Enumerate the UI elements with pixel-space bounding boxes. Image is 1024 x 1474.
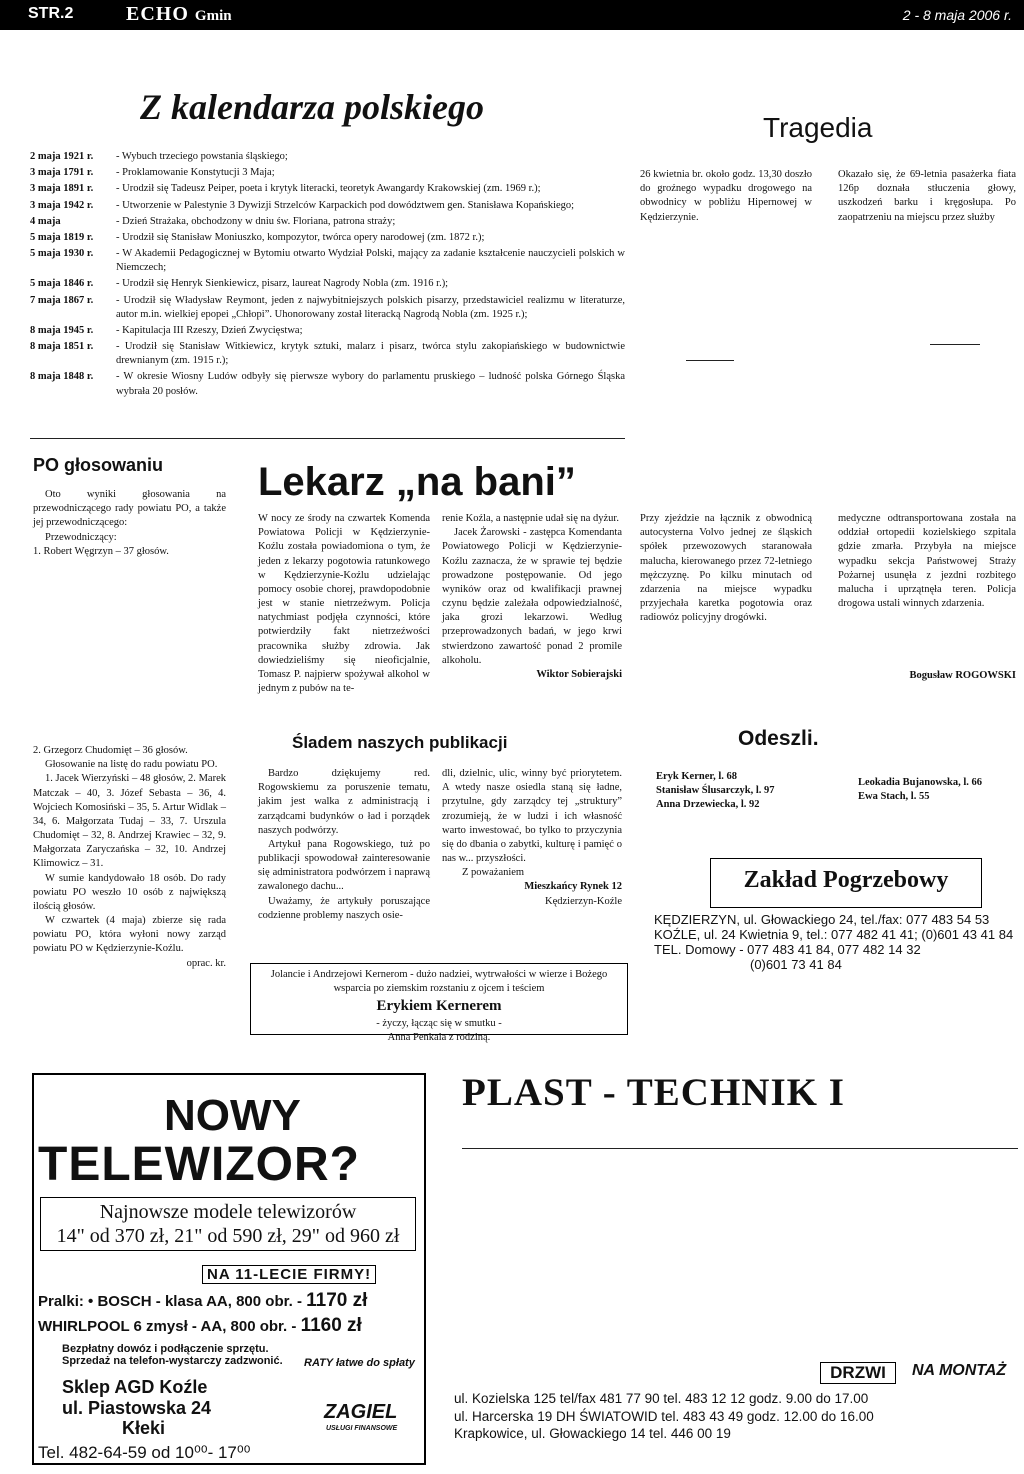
- kalendarz-text: - W Akademii Pedagogicznej w Bytomiu otwarto Wydział Polski, mający za zadanie kształcenie nauczycieli polskich w Niemczech;: [116, 248, 625, 274]
- kalendarz-row: [30, 150, 625, 164]
- divider: [30, 438, 625, 439]
- tv-ad-raty: RATY łatwe do spłaty: [304, 1357, 415, 1369]
- kalendarz-date: 4 maja: [30, 215, 61, 227]
- kalendarz-date: 2 maja 1921 r.: [30, 151, 94, 162]
- kalendarz-title: Z kalendarza polskiego: [140, 87, 485, 127]
- masthead: [126, 3, 232, 26]
- tv-ad-pralki2-text: WHIRLPOOL 6 zmysł - AA, 800 obr. -: [38, 1318, 301, 1335]
- sladem-col1: [258, 767, 430, 923]
- po-first: 1. Robert Węgrzyn – 37 głosów.: [33, 545, 169, 557]
- sladem-col2b: Z poważaniem: [462, 867, 525, 879]
- tv-ad-shop: [62, 1377, 211, 1439]
- tv-ad-pralki1-text: Pralki: • BOSCH - klasa AA, 800 obr. -: [38, 1293, 307, 1310]
- po-sign: oprac. kr.: [186, 957, 226, 969]
- divider: [930, 344, 980, 345]
- odeszli-title: Odeszli.: [738, 727, 819, 750]
- kalendarz-text: - Kapitulacja III Rzeszy, Dzień Zwycięstwa;: [116, 324, 303, 336]
- lekarz-title: Lekarz „na bani”: [258, 460, 576, 504]
- condolence-line1: Jolancie i Andrzejowi Kernerom - dużo nadziei, wytrwałości w wierze i Bożego wsparcia po ziemskim rozstaniu z ojcem i teściem: [270, 969, 608, 995]
- divider: [462, 1148, 1018, 1149]
- po-p2: W czwartek (4 maja) zbierze się rada powiatu PO, która wyłoni nowy zarząd powiatu PO w Kędzierzynie-Koźlu.: [33, 915, 226, 955]
- sladem-col2: [442, 767, 622, 909]
- plast-address: Krapkowice, ul. Głowackiego 14 tel. 446 00 19: [454, 1426, 731, 1442]
- condolence-box: [250, 963, 628, 1043]
- obituary-name: Eryk Kerner, l. 68: [656, 771, 737, 782]
- kalendarz-text: - Wybuch trzeciego powstania śląskiego;: [116, 151, 288, 162]
- odeszli-col2: [858, 776, 1018, 804]
- lekarz-col2b: Jacek Żarowski - zastępca Komendanta Powiatowego Policji w Kędzierzynie-Koźlu zaznacza, że w sprawie tej będzie prowadzone postępowanie. Od jego wyników oraz od kwalifikacji prawnej czynu będzie zależała odpowiedzialność, jaka grozi lekarzowi. Według przeprowadzonych badań, w jego krwi stwierdzono zawartość ponad 2 promile alkoholu.: [442, 527, 622, 666]
- kalendarz-date: 5 maja 1819 r.: [30, 231, 94, 243]
- kalendarz-date: 7 maja 1867 r.: [30, 294, 94, 306]
- kalendarz-text: - Urodził się Stanisław Moniuszko, kompozytor, twórca opery narodowej (zm. 1872 r.);: [116, 231, 485, 243]
- zagiel-sub: USŁUGI FINANSOWE: [326, 1425, 398, 1432]
- zagiel-logo: ZAGIEL: [324, 1401, 398, 1423]
- obituary-name: Leokadia Bujanowska, l. 66: [858, 777, 982, 788]
- sladem-col1a: Bardzo dziękujemy red. Rogowskiemu za poruszenie tematu, jakim jest walka z administracją i zarządcami budynków o ład i porządek naszych podwórzy.: [258, 768, 430, 836]
- tv-ad-models-box: [40, 1197, 416, 1251]
- kalendarz-row: [30, 324, 625, 338]
- lekarz-col1: W nocy ze środy na czwartek Komenda Powiatowa Policji w Kędzierzynie-Koźlu została powiadomiona o tym, że jeden z lekarzy pogotowia ratunkowego w Kędzierzynie-Koźlu udzielając pomocy osobie chorej, prawdopodobnie jest w stanie nietrzeźwym. Policja natychmiast podjęła czynności, które potwierdziły fakt nietrzeźwości pracownika służby zdrowia. Jak dowiedzieliśmy się nieoficjalnie, Tomasz P. najpierw spożywał alkohol w jednym z pubów na te-: [258, 513, 430, 695]
- kalendarz-text: - Urodził się Stanisław Witkiewicz, krytyk sztuki, malarz i pisarz, twórca stylu zakopiańskiego w budownictwie drewnianym (zm. 1915 r.);: [116, 341, 625, 367]
- tv-ad-pralki2: [38, 1315, 362, 1337]
- tv-ad-pralki1: [38, 1290, 367, 1312]
- tv-ad-prices: 14" od 370 zł, 21" od 590 zł, 29" od 960 zł: [56, 1225, 400, 1247]
- tv-ad-price: 1160 zł: [300, 1315, 362, 1336]
- sladem-col1c: Uważamy, że artykuły poruszające codzienne problemy naszych osie-: [258, 895, 430, 921]
- sladem-col1b: Artykuł pana Rogowskiego, tuż po publikacji spowodował zainteresowanie się administratora podwórzem i naprawą zawalonego dachu...: [258, 838, 430, 893]
- funeral-line: TEL. Domowy - 077 483 41 84, 077 482 14 32: [654, 942, 921, 957]
- kalendarz-date: 3 maja 1791 r.: [30, 167, 94, 179]
- kalendarz-row: [30, 370, 625, 398]
- funeral-line: KOŹLE, ul. 24 Kwietnia 9, tel.: 077 482 41 41; (0)601 43 41 84: [654, 927, 1014, 942]
- kalendarz-date: 8 maja 1945 r.: [30, 324, 94, 336]
- sladem-sign1: Mieszkańcy Rynek 12: [524, 881, 622, 893]
- po-list-intro: Głosowanie na listę do radu powiatu PO.: [45, 759, 218, 771]
- funeral-title: Zakład Pogrzebowy: [743, 867, 949, 893]
- kalendarz-row: [30, 166, 625, 180]
- kalendarz-date: 5 maja 1846 r.: [30, 278, 94, 290]
- tv-ad: [32, 1073, 426, 1465]
- funeral-line: (0)601 73 41 84: [750, 957, 842, 972]
- kalendarz-text: - Urodził się Władysław Reymont, jeden z najwybitniejszych polskich pisarzy, przedstawiciel realizmu w literaturze, autor m.in. wielkiej epopei „Chłopi”. Uhonorowany został literacką Nagrodą Nobla (zm. 1925 r.);: [116, 294, 625, 320]
- tv-ad-price: 1170 zł: [306, 1290, 368, 1311]
- kalendarz-date: 5 maja 1930 r.: [30, 248, 94, 260]
- tv-ad-delivery1: Bezpłatny dowóz i podłączenie sprzętu.: [62, 1343, 269, 1355]
- kalendarz-row: [30, 294, 625, 322]
- tv-ad-models: Najnowsze modele telewizorów: [99, 1201, 357, 1223]
- kalendarz-text: - Urodził się Tadeusz Peiper, poeta i krytyk literacki, teoretyk Awangardy Krakowskiej (zm. 1969 r.);: [116, 183, 541, 195]
- kalendarz-date: 8 maja 1848 r.: [30, 371, 94, 383]
- sladem-sign2: Kędzierzyn-Koźle: [545, 895, 622, 907]
- condolence-line3: Anna Penkala z rodziną.: [387, 1031, 491, 1043]
- issue-date: 2 - 8 maja 2006 r.: [902, 7, 1012, 23]
- kalendarz-row: [30, 277, 625, 291]
- masthead-sub: Gmin: [194, 8, 232, 24]
- kalendarz-row: [30, 215, 625, 229]
- kalendarz-text: - Urodził się Henryk Sienkiewicz, pisarz, laureat Nagrody Nobla (zm. 1916 r.);: [116, 278, 449, 290]
- kalendarz-date: 3 maja 1891 r.: [30, 183, 94, 195]
- plast-addresses: [454, 1390, 1024, 1443]
- plast-address: ul. Harcerska 19 DH ŚWIATOWID tel. 483 43 49 godz. 12.00 do 16.00: [454, 1408, 874, 1424]
- kalendarz-list: [30, 150, 625, 401]
- tv-ad-street: ul. Piastowska 24: [62, 1397, 212, 1418]
- divider: [686, 360, 734, 361]
- plast-address: ul. Kozielska 125 tel/fax 481 77 90 tel. 483 12 12 godz. 9.00 do 17.00: [454, 1391, 869, 1406]
- kalendarz-row: [30, 199, 625, 213]
- kalendarz-text: - Utworzenie w Palestynie 3 Dywizji Strzelców Karpackich pod dowództwem gen. Stanisława Kopańskiego;: [116, 199, 575, 211]
- kalendarz-date: 3 maja 1942 r.: [30, 199, 94, 211]
- po-intro: Oto wyniki głosowania na przewodniczącego rady powiatu PO, a także jej przewodniczącego:: [33, 489, 226, 529]
- condolence-line2: - życzy, łącząc się w smutku -: [376, 1017, 502, 1029]
- tv-ad-jubilee: NA 11-LECIE FIRMY!: [202, 1265, 376, 1284]
- kalendarz-date: 8 maja 1851 r.: [30, 341, 94, 353]
- plast-title: PLAST - TECHNIK I: [462, 1071, 845, 1114]
- obituary-name: Anna Drzewiecka, l. 92: [656, 799, 760, 811]
- kalendarz-row: [30, 182, 625, 196]
- funeral-line: KĘDZIERZYN, ul. Głowackiego 24, tel./fax: 077 483 54 53: [654, 912, 990, 927]
- po-col2: [33, 744, 226, 971]
- tv-ad-tel: Tel. 482-64-59 od 10⁰⁰- 17⁰⁰: [38, 1443, 251, 1462]
- po-sub: Przewodniczący:: [45, 531, 117, 543]
- kalendarz-text: - Proklamowanie Konstytucji 3 Maja;: [116, 167, 275, 179]
- lekarz-col2: [442, 512, 622, 682]
- tv-ad-delivery: [62, 1343, 283, 1367]
- obituary-name: Ewa Stach, l. 55: [858, 791, 930, 803]
- tragedia-col2: Okazało się, że 69-letnia pasażerka fiata 126p doznała stłuczenia głowy, uszkodzeń barku i kręgosłupa. Po zaopatrzeniu na miejscu przez służby: [838, 169, 1016, 223]
- tv-ad-h1: NOWY: [164, 1091, 301, 1140]
- obituary-name: Stanisław Ślusarczyk, l. 97: [656, 785, 775, 797]
- sladem-title: Śladem naszych publikacji: [292, 733, 508, 752]
- funeral-contacts: [654, 912, 1020, 972]
- kalendarz-row: [30, 231, 625, 245]
- odeszli-col1: [656, 770, 836, 813]
- condolence-name: Erykiem Kernerem: [376, 998, 502, 1015]
- sladem-col2a: dli, dzielnic, ulic, winny być priorytetem. A wtedy nasze osiedla staną się ładne, przytulne, gdy zarządcy tej „struktury” zrozumieją, że w ludzi i ich własność warto inwestować, bo tylko to przyczynia się do dbania o zabytki, kulturę i pamięć o nas w... przyszłości.: [442, 768, 622, 865]
- po-second: 2. Grzegorz Chudomięt – 36 głosów.: [33, 745, 188, 756]
- tv-ad-h2: TELEWIZOR?: [38, 1138, 360, 1191]
- lekarz-author: Wiktor Sobierajski: [536, 668, 622, 680]
- tragedia-col4: medyczne odtransportowana została na oddział ortopedii kozielskiego szpitala gdzie zmarła. Przybyła na miejsce wypadku sekcja Państwowej Straży Pożarnej usunęła z jezdni rozbitego malucha i uprzątnęła teren. Policja drogowa ustali winnych zdarzenia.: [838, 513, 1016, 610]
- tragedia-title: Tragedia: [763, 112, 873, 143]
- kalendarz-row: [30, 247, 625, 275]
- po-title: PO głosowaniu: [33, 455, 164, 475]
- tv-ad-delivery2: Sprzedaż na telefon-wystarczy zadzwonić.: [62, 1355, 283, 1367]
- tragedia-col3: Przy zjeździe na łącznik z obwodnicą autocysterna Volvo jednej ze śląskich spółek przewozowych staranowała malucha, kierowanego przez 72-letniego mężczyznę. Po kilku minutach od zdarzenia na miejsce wypadku przyjechała karetka pogotowia oraz radiowóz policyjny drogówki.: [640, 513, 812, 624]
- po-col: [33, 488, 226, 559]
- page-number: STR.2: [28, 5, 74, 22]
- lekarz-col2a: renie Koźla, a następnie udał się na dyżur.: [442, 513, 619, 524]
- page-header: [0, 0, 1024, 30]
- funeral-title-box: [710, 858, 982, 908]
- montaz-label: NA MONTAŻ: [912, 1362, 1007, 1379]
- tragedia-author: Bogusław ROGOWSKI: [909, 670, 1016, 681]
- drzwi-label: DRZWI: [820, 1362, 896, 1384]
- kalendarz-text: - W okresie Wiosny Ludów odbyły się pierwsze wybory do parlamentu pruskiego – ludność polska Górnego Śląska wybrała 20 posłów.: [116, 371, 625, 397]
- tv-ad-shop-name: Sklep AGD Koźle: [62, 1377, 208, 1397]
- po-p1: W sumie kandydowało 18 osób. Do rady powiatu PO weszło 10 osób z największą ilością głosów.: [33, 872, 226, 912]
- kalendarz-row: [30, 340, 625, 368]
- po-list: 1. Jacek Wierzyński – 48 głosów, 2. Marek Matczak – 40, 3. Józef Sebasta – 36, 4. Wojciech Komosiński – 35, 5. Artur Widlak – 34, 6. Małgorzata Tudaj – 33, 7. Urszula Chudomięt – 32, 8. Andrzej Krawiec – 32, 9. Małgorzata Zaryczańska – 32, 10. Andrzej Klimowicz – 31.: [33, 773, 226, 870]
- masthead-main: ECHO: [126, 3, 189, 25]
- tragedia-col1: 26 kwietnia br. około godz. 13,30 doszło do groźnego wypadku drogowego na obwodnicy w pobliżu Hipernowej w Kędzierzynie.: [640, 169, 812, 223]
- tv-ad-kleki: Kłeki: [122, 1418, 166, 1439]
- kalendarz-text: - Dzień Strażaka, obchodzony w dniu św. Floriana, patrona straży;: [116, 215, 396, 227]
